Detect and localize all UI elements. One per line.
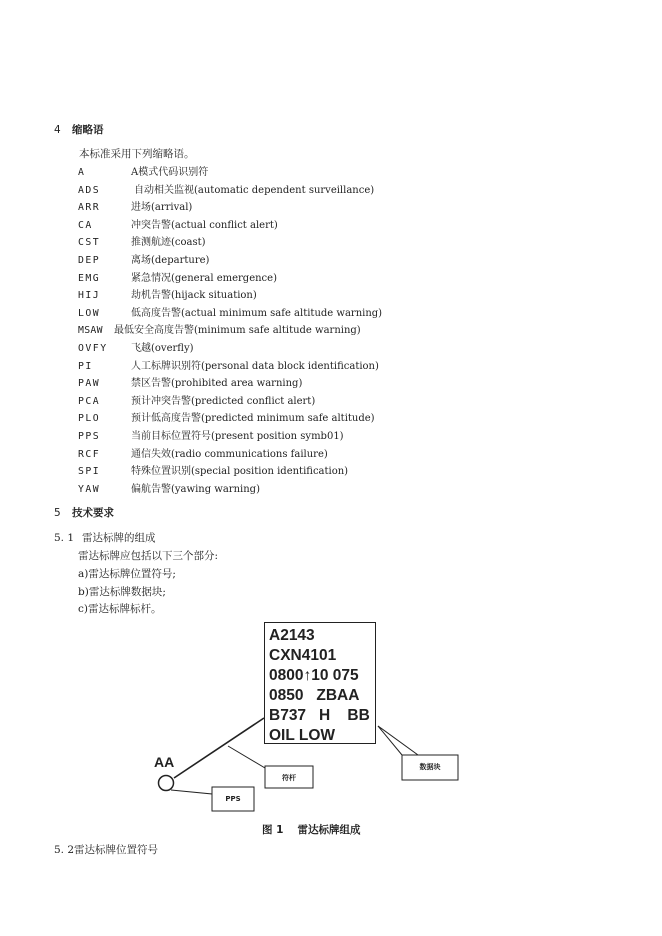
abbr-term: A — [78, 167, 86, 178]
abbr-term: CA — [78, 219, 93, 231]
abbr-term: YAW — [78, 483, 101, 495]
abbreviation-row — [78, 217, 458, 235]
abbr-term: ADS — [78, 184, 101, 196]
data-line-aircraft-type: B737 H BB — [269, 707, 370, 724]
data-line-destination: 0850 ZBAA — [269, 687, 360, 704]
abbr-term: PI — [78, 360, 93, 372]
data-line-flight-id: CXN4101 — [269, 647, 337, 664]
abbr-definition: 飞越(overfly) — [131, 342, 194, 354]
abbreviation-row — [78, 182, 458, 200]
abbr-term: MSAW — [78, 325, 103, 337]
abbr-term: RCF — [78, 448, 101, 460]
abbr-term: HIJ — [78, 290, 101, 302]
abbr-definition: 离场(departure) — [131, 254, 210, 266]
abbreviation-row — [78, 358, 458, 376]
datablock-tag: 数据块 — [419, 763, 441, 771]
paragraph-components: 雷达标牌应包括以下三个部分: — [78, 550, 219, 562]
abbr-definition: 劫机告警(hijack situation) — [131, 290, 257, 302]
abbr-definition: 预计冲突告警(predicted conflict alert) — [131, 395, 316, 407]
abbreviation-row — [78, 410, 458, 428]
abbr-term: OVFY — [78, 342, 108, 354]
abbreviation-row — [78, 393, 458, 411]
figure-caption: 图 1 雷达标牌组成 — [262, 824, 361, 836]
abbr-definition: 低高度告警(actual minimum safe altitude warning) — [131, 307, 383, 319]
radar-label-figure — [140, 618, 460, 818]
abbr-term: ARR — [78, 202, 101, 214]
abbr-definition: 紧急情况(general emergence) — [131, 272, 277, 284]
abbr-definition: 通信失效(radio communications failure) — [131, 448, 328, 460]
abbr-definition: 进场(arrival) — [131, 202, 193, 214]
abbr-term: DEP — [78, 254, 101, 266]
abbreviation-row — [78, 481, 458, 499]
abbr-term: EMG — [78, 272, 101, 284]
leader-line — [174, 718, 264, 778]
abbreviation-row — [78, 446, 458, 464]
abbreviation-row — [78, 164, 458, 182]
data-line-callsign-code: A2143 — [269, 627, 315, 644]
item-b: b)雷达标牌数据块; — [78, 586, 166, 598]
abbreviation-list — [78, 164, 458, 498]
pps-circle-icon — [159, 776, 174, 791]
abbr-definition: 自动相关监视(automatic dependent surveillance) — [134, 184, 375, 196]
abbr-term: PPS — [78, 430, 101, 442]
abbreviation-row — [78, 252, 458, 270]
abbr-definition: 当前目标位置符号(present position symb01) — [131, 430, 344, 442]
pps-tag: PPS — [225, 795, 241, 803]
abbr-term: CST — [78, 237, 101, 249]
subsection-5-1-heading: 5. 1 雷达标牌的组成 — [54, 532, 156, 544]
data-line-altitude: 0800↑10 075 — [269, 667, 359, 684]
data-line-alert: OIL LOW — [269, 727, 336, 744]
radar-data-block — [264, 622, 376, 744]
abbreviation-intro: 本标准采用下列缩略语。 — [79, 148, 195, 160]
abbreviation-row — [78, 287, 458, 305]
abbr-definition: 人工标牌识别符(personal data block identification) — [131, 360, 379, 372]
abbr-term: PLO — [78, 413, 101, 425]
abbreviation-row — [78, 463, 458, 481]
abbreviation-row — [78, 428, 458, 446]
abbr-definition: 禁区告警(prohibited area warning) — [131, 378, 303, 390]
abbreviation-row — [78, 375, 458, 393]
abbr-term: PAW — [78, 378, 101, 390]
abbr-definition: 预计低高度告警(predicted minimum safe altitude) — [131, 413, 375, 425]
abbr-definition: 特殊位置识别(special position identification) — [131, 466, 349, 478]
abbr-term: PCA — [78, 395, 101, 407]
item-c: c)雷达标牌标杆。 — [78, 603, 162, 615]
aa-label: AA — [154, 754, 175, 770]
subsection-5-2-heading: 5. 2雷达标牌位置符号 — [54, 844, 159, 856]
abbreviation-row — [78, 199, 458, 217]
abbr-definition: 偏航告警(yawing warning) — [131, 483, 260, 495]
abbreviation-row — [78, 305, 458, 323]
abbr-term: LOW — [78, 307, 101, 319]
abbreviation-row — [78, 234, 458, 252]
abbr-definition: A模式代码识别符 — [131, 167, 209, 178]
abbr-definition: 最低安全高度告警(minimum safe altitude warning) — [114, 325, 361, 337]
abbreviation-row — [78, 270, 458, 288]
abbr-definition: 冲突告警(actual conflict alert) — [131, 219, 278, 231]
abbreviation-row — [78, 340, 458, 358]
section-4-heading: 4 缩略语 — [54, 124, 104, 136]
abbr-term: SPI — [78, 466, 101, 478]
leader-tag: 符杆 — [282, 774, 296, 782]
abbreviation-row — [78, 322, 458, 340]
abbr-definition: 推测航迹(coast) — [131, 237, 206, 249]
item-a: a)雷达标牌位置符号; — [78, 568, 176, 580]
section-5-heading: 5 技术要求 — [54, 507, 114, 519]
climb-arrow-icon: ↑ — [303, 667, 312, 684]
